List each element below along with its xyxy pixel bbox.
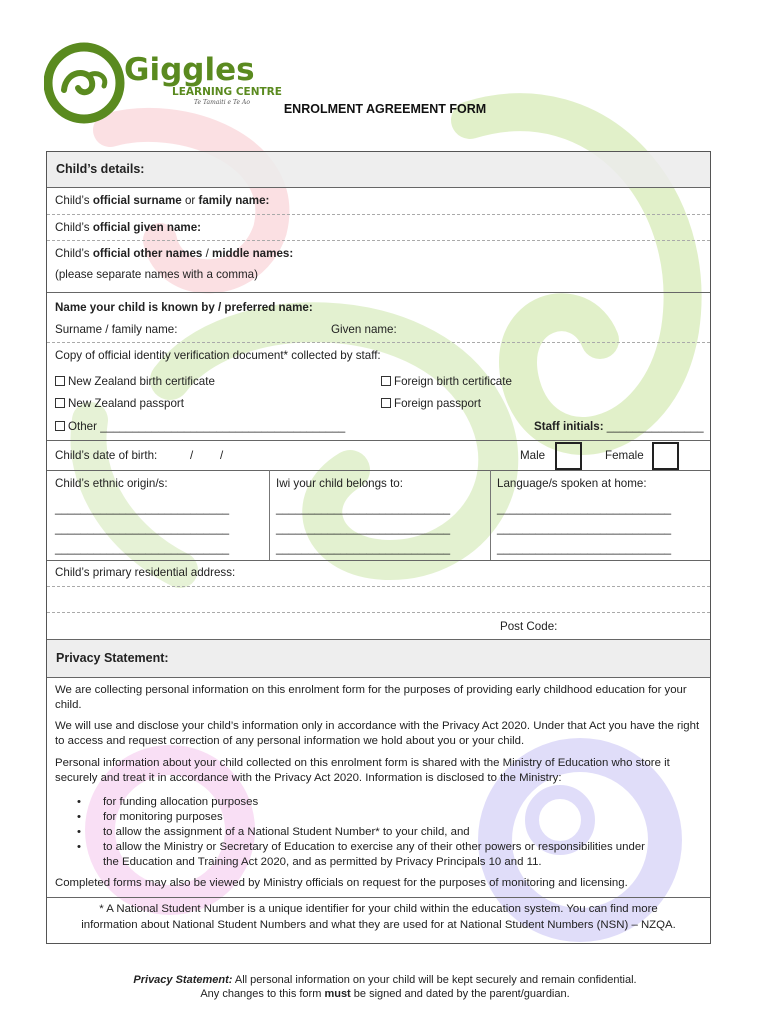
male-label: Male xyxy=(520,449,546,462)
privacy-paragraph-3: Personal information about your child collected on this enrolment form is shared with the Ministry of Education who store it securely and treat it in accordance with the Privacy Act 2020. Information is disclosed to the Ministry: xyxy=(55,757,670,784)
postcode-label: Post Code: xyxy=(500,620,558,633)
ethnic-origin-label: Child’s ethnic origin/s: xyxy=(55,477,168,490)
privacy-paragraph-2: We will use and disclose your child’s information only in accordance with the Privacy Act 2020. Under that Act you have the right to access and request correction of any personal information we hold about you or your child. xyxy=(55,720,700,747)
childs-details-header: Child’s details: xyxy=(47,152,710,187)
foreign-birth-cert-option[interactable]: Foreign birth certificate xyxy=(381,375,512,388)
checkbox[interactable] xyxy=(55,421,65,431)
male-checkbox[interactable] xyxy=(555,442,582,470)
checkbox[interactable] xyxy=(55,398,65,408)
language-label: Language/s spoken at home: xyxy=(497,477,647,490)
logo-name: Giggles xyxy=(124,52,255,88)
other-doc-option[interactable]: Other ______________________________________ xyxy=(55,420,345,433)
female-label: Female xyxy=(605,449,644,462)
given-name-label: Child’s official given name: xyxy=(55,221,202,234)
foreign-passport-option[interactable]: Foreign passport xyxy=(381,397,481,410)
enrolment-form: Child’s details: Child’s official surname or family name: Child’s official given name: Child’s official other names / middle names: (please separate names with a comma) Name your child is known by / preferred name: Surname / family name: Given name: Copy of official identity verification document* collected by staff: New Zealand birth certificate Foreign birth certificate New Zealand passport Foreign passport Other ______________________________________ Staff initials: _______________ Child’s date of birth: / / Male Female Child’s ethnic origin/s: Iwi your child belongs to: Language/s spoken at home: ___________________________ ___________________________ ___________________________ ___________________________ ___________________________ ___________________________ ___________________________ ___________________________ ___________________________ Child’s primary residential address: Post Code: Privacy Statement: We are collecting personal information on this enrolment form for the purposes of providing early childhood education for your child. We will use and disclose your child’s information only in accordance with the Privacy Act 2020. Under that Act you have the right to access and request correction of any personal information we hold about you or your child. Personal information about your child collected on this enrolment form is shared with the Ministry of Education who store it securely and treat it in accordance with the Privacy Act 2020. Information is disclosed to the Ministry: • for funding allocation purposes • for monitoring purposes • to allow the assignment of a National Student Number* to your child, and • to allow the Ministry or Secretary of Education to exercise any of their other powers or responsibilities under the Education and Training Act 2020, and as permitted by Privacy Principals 10 and 11. Completed forms may also be viewed by Ministry officials on request for the purposes of monitoring and licensing. * A National Student Number is a unique identifier for your child within the education system. You can find more information about National Student Numbers and what they are used for at National Student Numbers (NSN) – NZQA. xyxy=(46,151,711,944)
id-copy-label: Copy of official identity verification document* collected by staff: xyxy=(55,349,381,362)
iwi-line[interactable]: ___________________________ xyxy=(276,502,451,515)
dob-label: Child’s date of birth: xyxy=(55,449,158,462)
preferred-surname-label: Surname / family name: xyxy=(55,323,178,336)
logo-sub: LEARNING CENTRE xyxy=(172,86,282,98)
privacy-paragraph-1: We are collecting personal information on this enrolment form for the purposes of providing early childhood education for your child. xyxy=(55,684,687,711)
surname-label: Child’s official surname or family name: xyxy=(55,194,270,207)
logo-tagline: Te Tamaiti e Te Ao xyxy=(194,99,250,106)
staff-initials[interactable]: Staff initials: _______________ xyxy=(534,420,704,433)
iwi-line[interactable]: ___________________________ xyxy=(276,522,451,535)
other-names-label: Child’s official other names / middle names: xyxy=(55,247,294,260)
footer-line-1: Privacy Statement: All personal information on your child will be kept securely and remain confidential. xyxy=(133,974,637,986)
form-title: ENROLMENT AGREEMENT FORM xyxy=(283,102,487,116)
nsn-note-line2: information about National Student Numbers and what they are used for at National Student Numbers (NSN) – NZQA. xyxy=(81,919,676,931)
language-line[interactable]: ___________________________ xyxy=(497,502,672,515)
dob-separator: / xyxy=(220,449,224,462)
giggles-logo xyxy=(44,40,284,130)
iwi-line[interactable]: ___________________________ xyxy=(276,542,451,555)
checkbox[interactable] xyxy=(381,376,391,386)
known-by-label: Name your child is known by / preferred name: xyxy=(55,301,313,314)
iwi-label: Iwi your child belongs to: xyxy=(276,477,403,490)
privacy-header: Privacy Statement: xyxy=(47,640,710,677)
ethnic-line[interactable]: ___________________________ xyxy=(55,502,230,515)
checkbox[interactable] xyxy=(55,376,65,386)
nz-birth-cert-option[interactable]: New Zealand birth certificate xyxy=(55,375,215,388)
language-line[interactable]: ___________________________ xyxy=(497,522,672,535)
footer-line-2: Any changes to this form must be signed and dated by the parent/guardian. xyxy=(200,988,570,1000)
address-label: Child’s primary residential address: xyxy=(55,566,236,579)
nz-passport-option[interactable]: New Zealand passport xyxy=(55,397,184,410)
language-line[interactable]: ___________________________ xyxy=(497,542,672,555)
nsn-note-line1: * A National Student Number is a unique identifier for your child within the education system. You can find more xyxy=(99,903,658,915)
privacy-paragraph-4: Completed forms may also be viewed by Ministry officials on request for the purposes of monitoring and licensing. xyxy=(55,877,628,889)
female-checkbox[interactable] xyxy=(652,442,679,470)
ethnic-line[interactable]: ___________________________ xyxy=(55,522,230,535)
dob-separator: / xyxy=(190,449,194,462)
other-names-note: (please separate names with a comma) xyxy=(55,268,258,281)
checkbox[interactable] xyxy=(381,398,391,408)
ethnic-line[interactable]: ___________________________ xyxy=(55,542,230,555)
preferred-given-label: Given name: xyxy=(331,323,397,336)
